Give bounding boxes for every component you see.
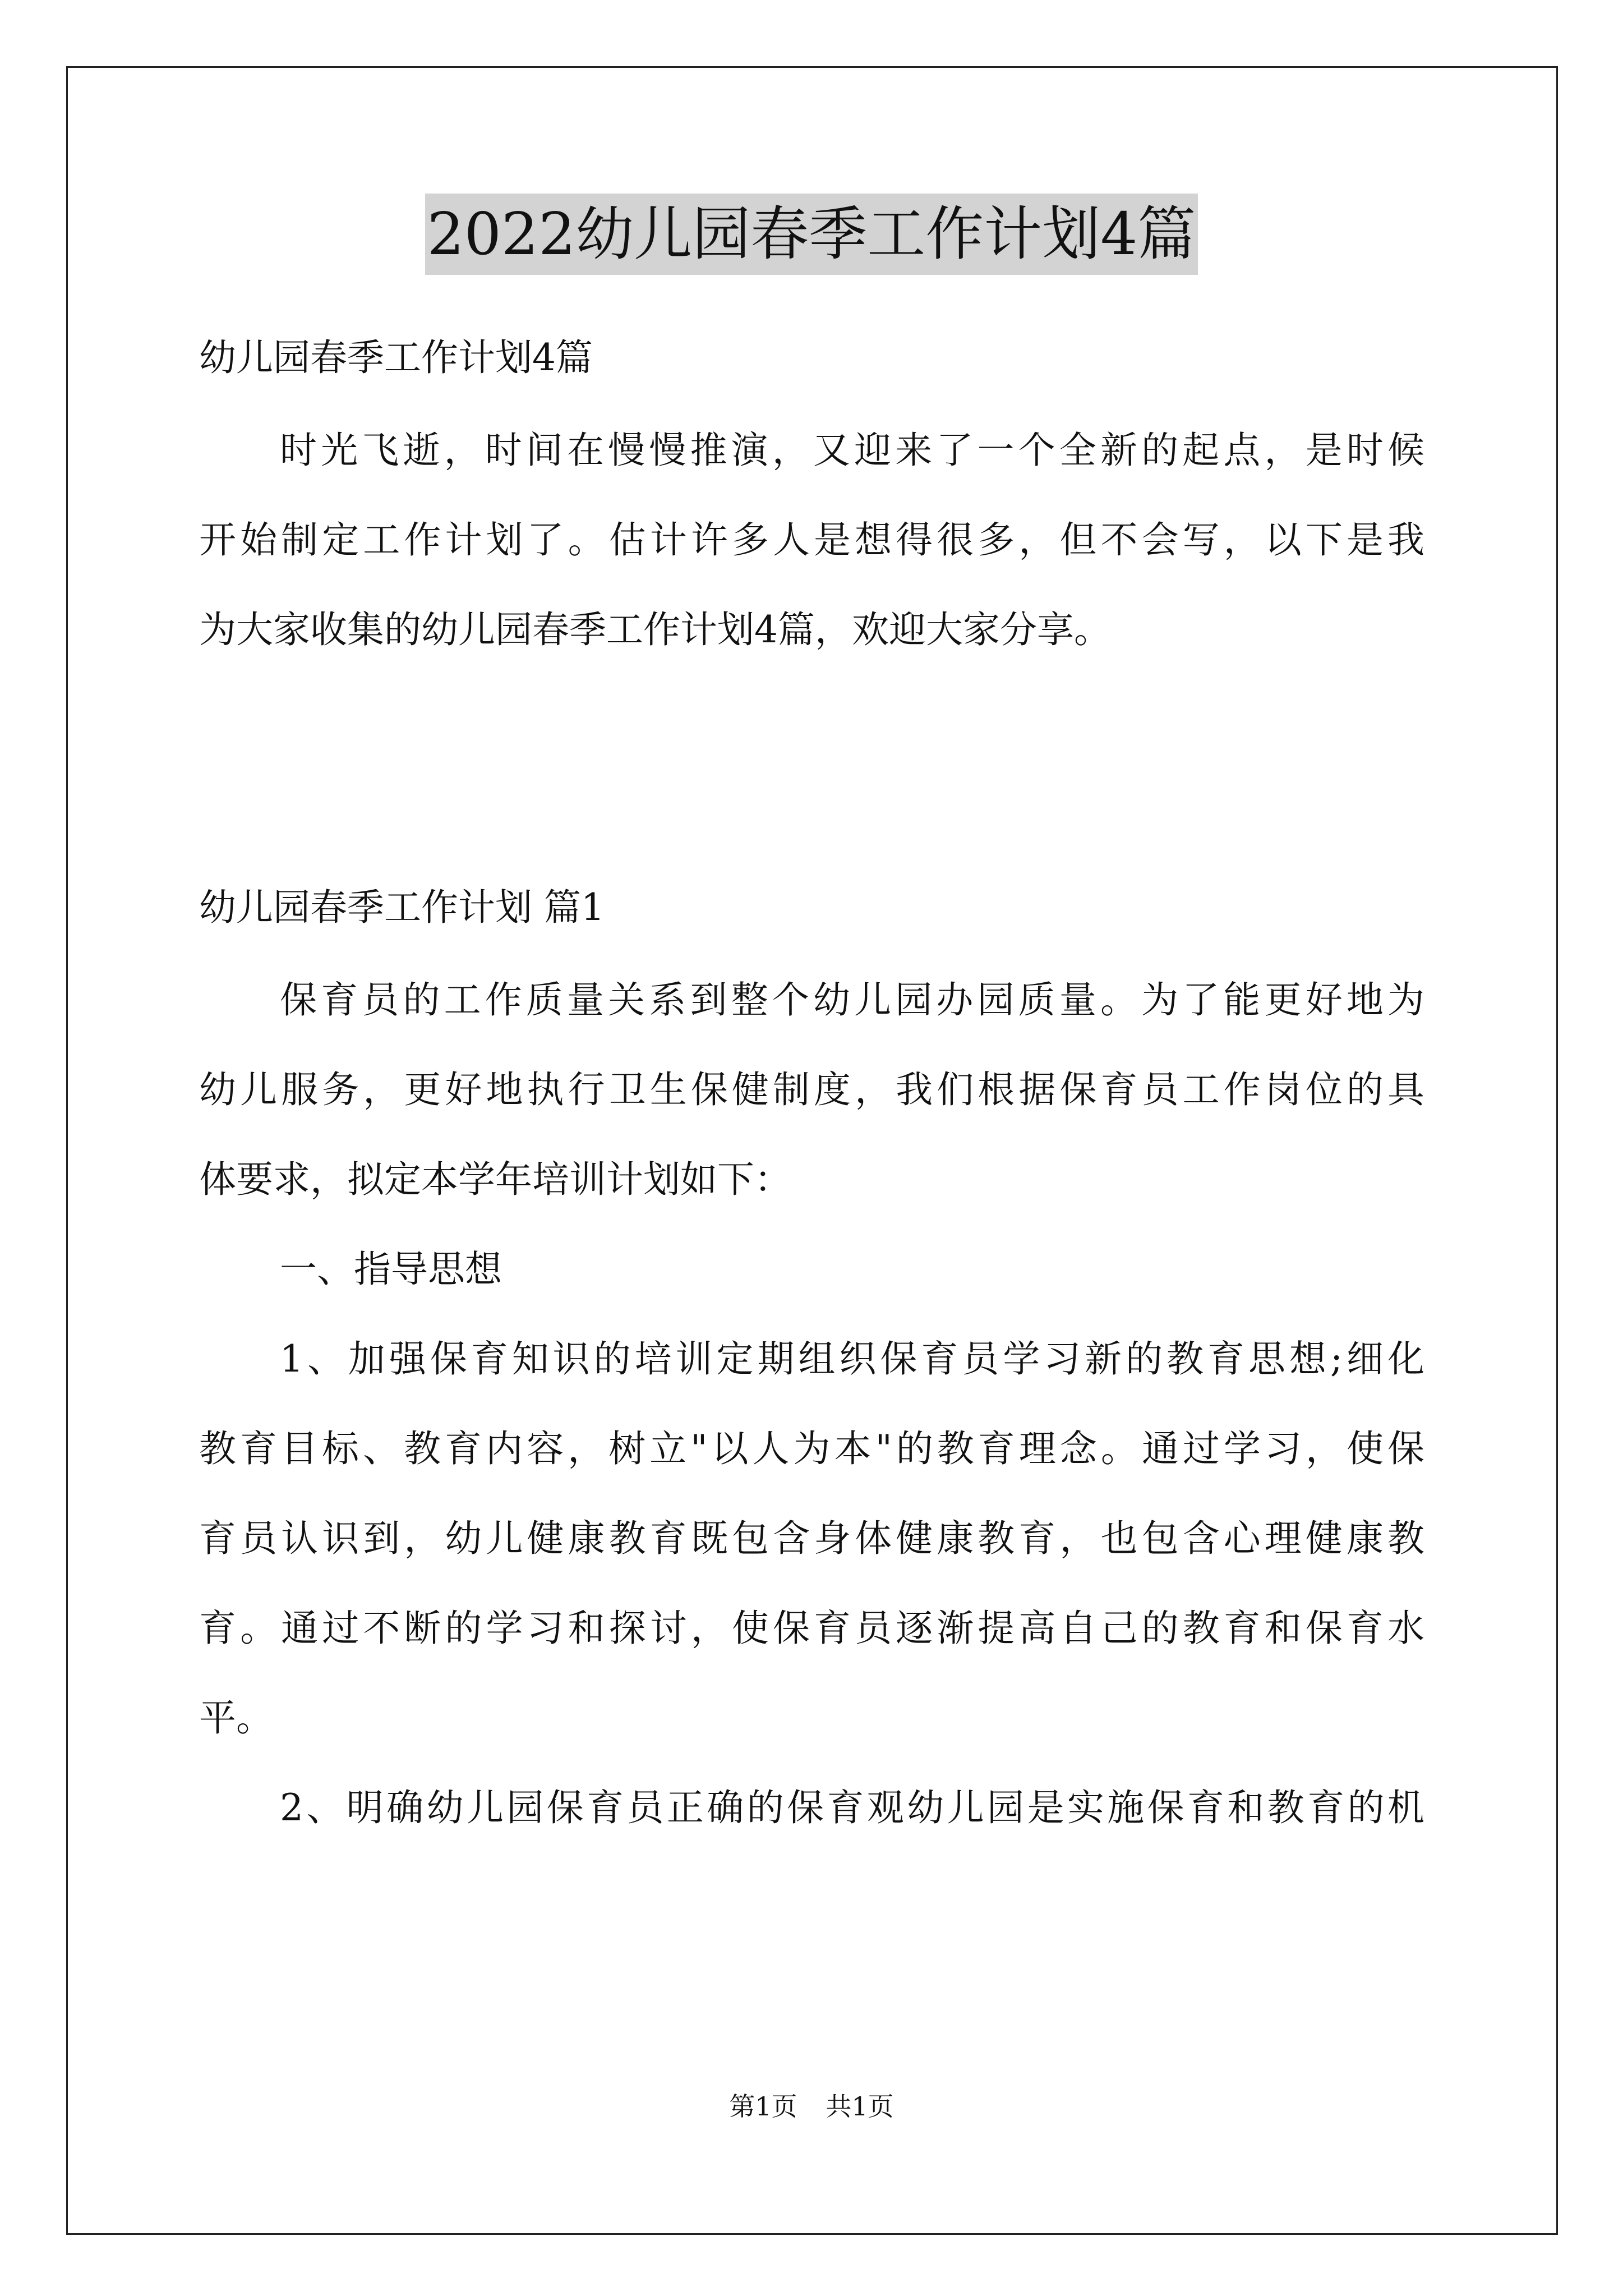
paragraph-line: 教育目标、教育内容，树立"以人为本"的教育理念。通过学习，使保 [199, 1427, 1424, 1470]
paragraph-line: 2、明确幼儿园保育员正确的保育观幼儿园是实施保育和教育的机 [280, 1786, 1424, 1829]
page-number: 第1页 [729, 2091, 797, 2122]
paragraph-line: 保育员的工作质量关系到整个幼儿园办园质量。为了能更好地为 [280, 978, 1424, 1022]
paragraph-line: 育。通过不断的学习和探讨，使保育员逐渐提高自己的教育和保育水 [199, 1607, 1424, 1650]
paragraph-line: 幼儿服务，更好地执行卫生保健制度，我们根据保育员工作岗位的具 [199, 1068, 1424, 1111]
paragraph-line: 时光飞逝，时间在慢慢推演，又迎来了一个全新的起点，是时候 [280, 429, 1424, 472]
subsection-heading: 一、指导思想 [280, 1248, 502, 1291]
paragraph-line: 为大家收集的幼儿园春季工作计划4篇，欢迎大家分享。 [199, 608, 1111, 651]
paragraph-line: 育员认识到，幼儿健康教育既包含身体健康教育，也包含心理健康教 [199, 1517, 1424, 1560]
title-container [0, 194, 1623, 275]
paragraph-line: 平。 [199, 1696, 273, 1740]
page-total: 共1页 [826, 2091, 894, 2122]
paragraph-line: 开始制定工作计划了。估计许多人是想得很多，但不会写，以下是我 [199, 518, 1424, 562]
section-heading: 幼儿园春季工作计划 篇1 [199, 886, 605, 929]
paragraph-line: 1、加强保育知识的培训定期组织保育员学习新的教育思想;细化 [280, 1337, 1424, 1381]
subtitle-line: 幼儿园春季工作计划4篇 [199, 336, 593, 379]
page-footer [0, 2090, 1623, 2123]
paragraph-line: 体要求，拟定本学年培训计划如下： [199, 1158, 791, 1201]
page-border [66, 66, 1558, 2235]
document-title: 2022幼儿园春季工作计划4篇 [425, 194, 1198, 275]
